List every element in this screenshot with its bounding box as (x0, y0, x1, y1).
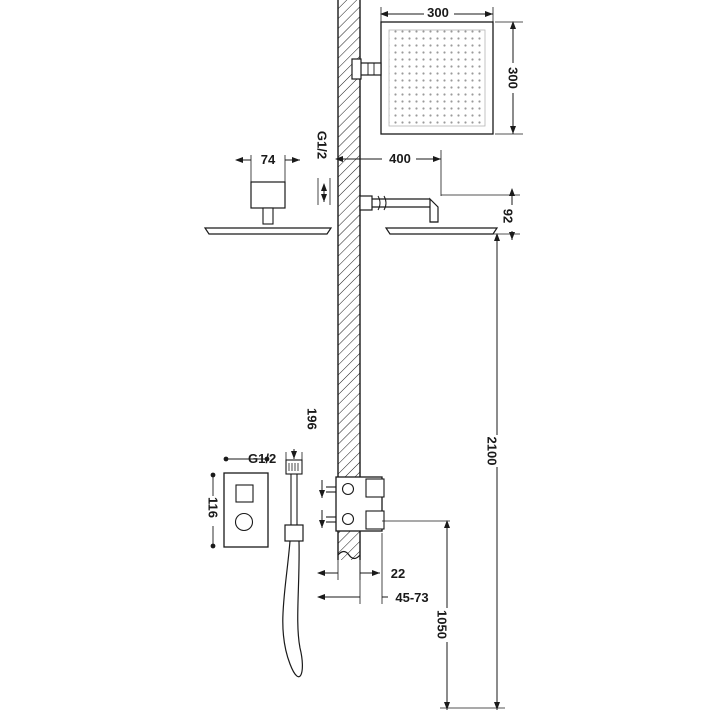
dim-label-arm-length: 400 (389, 151, 411, 166)
dim-head-width (381, 5, 493, 24)
dim-label-wall-depth: 45-73 (395, 590, 429, 605)
dim-plate-height (205, 473, 221, 549)
dim-thread-mixer (286, 408, 320, 462)
dim-wall-depth (318, 533, 436, 605)
dim-thread-top (315, 131, 331, 205)
shower-head-top-view (352, 22, 493, 134)
mixer-body-in-wall (322, 477, 384, 531)
dim-label-outlet-height: 1050 (434, 610, 450, 639)
wall-section (338, 0, 360, 560)
hand-shower-front-view (283, 460, 303, 677)
thermostatic-mixer-front-view (224, 473, 268, 547)
dim-label-total-height: 2100 (484, 436, 500, 466)
dim-body-depth (318, 533, 410, 581)
dim-plate-width (224, 451, 277, 466)
dim-label-thread-top: G1/2 (314, 130, 330, 160)
side-shower-head-assembly (205, 182, 331, 234)
dim-head-depth (495, 22, 523, 134)
dim-arm-side (236, 151, 300, 184)
dim-label-thread-mixer: 196 (304, 408, 320, 430)
dim-label-head-width: 300 (427, 5, 449, 20)
dim-label-plate-height: 116 (205, 497, 221, 518)
dim-outlet-height (382, 521, 468, 710)
dim-label-plate-width: G1/2 (248, 451, 277, 466)
dim-label-arm-side: 74 (260, 152, 276, 167)
dim-label-head-depth: 300 (505, 67, 521, 89)
dim-label-arm-drop: 92 (500, 208, 516, 224)
dim-label-body-depth: 22 (390, 566, 406, 581)
wall-arm-shower-head (360, 196, 497, 234)
